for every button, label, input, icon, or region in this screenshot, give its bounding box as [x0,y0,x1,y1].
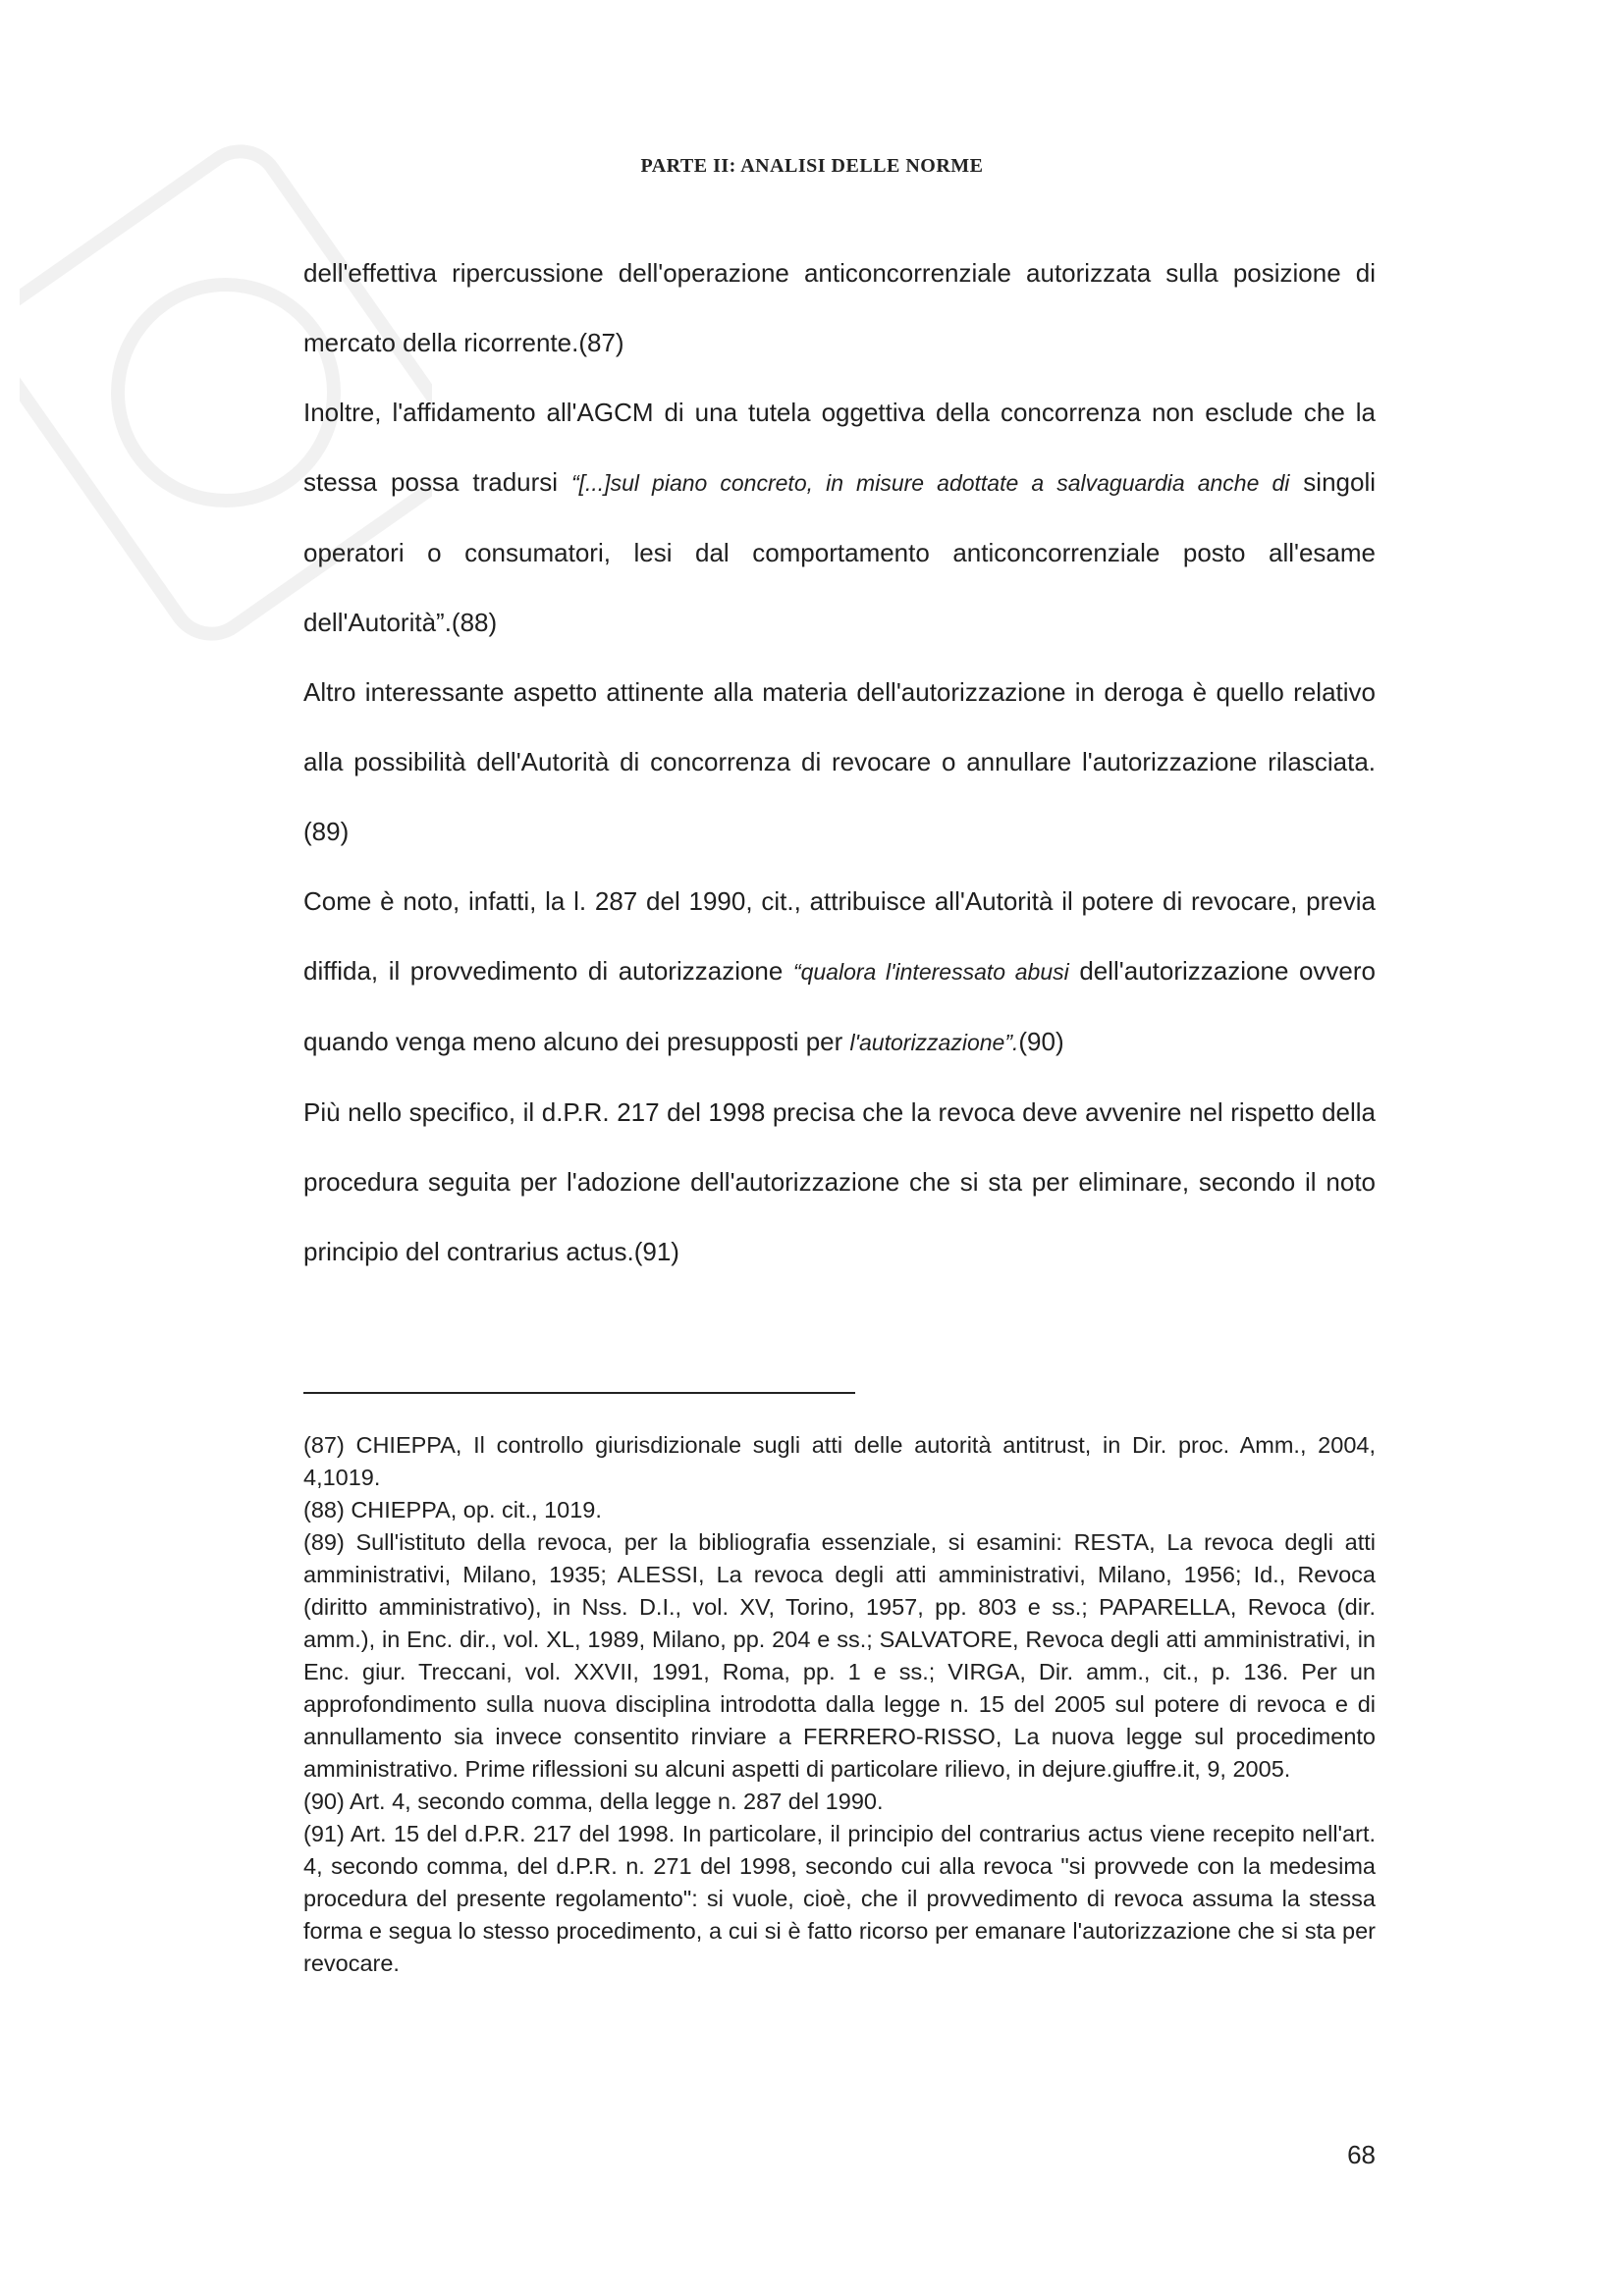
footnote-87: (87) CHIEPPA, Il controllo giurisdizionale sugli atti delle autorità antitrust, in Dir. proc. Amm., 2004, 4,1019. [303,1432,1376,1490]
footnote-88: (88) CHIEPPA, op. cit., 1019. [303,1497,602,1522]
paragraph-5: Più nello specifico, il d.P.R. 217 del 1998 precisa che la revoca deve avvenire nel rispetto della procedura seguita per l'adozione dell'autorizzazione che si sta per eliminare, secondo il noto principio del contrarius actus.(91) [303,1097,1376,1266]
footnote-separator [303,1392,855,1394]
paragraph-4-text-b: dell'autorizzazione ovvero quando venga meno alcuno dei presupposti per [303,956,1377,1056]
footnote-89: (89) Sull'istituto della revoca, per la bibliografia essenziale, si esamini: RESTA, La revoca degli atti amministrativi, Milano, 1935; ALESSI, La revoca degli atti amministrativi, Milano, 1956; Id., Revoca (diritto amministrativo), in Nss. D.I., vol. XV, Torino, 1957, pp. 803 e ss.; PAPARELLA, Revoca (dir. amm.), in Enc. dir., vol. XL, 1989, Milano, pp. 204 e ss.; SALVATORE, Revoca degli atti amministrativi, in Enc. giur. Treccani, vol. XXVII, 1991, Roma, pp. 1 e ss.; VIRGA, Dir. amm., cit., p. 136. Per un approfondimento sulla nuova disciplina introdotta dalla legge n. 15 del 2005 sul potere di revoca e di annullamento sia invece consentito rinviare a FERRERO-RISSO, La nuova legge sul procedimento amministrativo. Prime riflessioni su alcuni aspetti di particolare rilievo, in dejure.giuffre.it, 9, 2005. [303,1529,1376,1782]
paragraph-4-quote-1: “qualora l'interessato abusi [792,959,1069,985]
paragraph-3: Altro interessante aspetto attinente alla materia dell'autorizzazione in deroga è quello relativo alla possibilità dell'Autorità di concorrenza di revocare o annullare l'autorizzazione rilasciata.(89) [303,677,1376,846]
page-header: PARTE II: ANALISI DELLE NORME [640,155,984,177]
paragraph-1: dell'effettiva ripercussione dell'operazione anticoncorrenziale autorizzata sulla posizione di mercato della ricorrente.(87) [303,258,1376,357]
paragraph-4 [303,867,1376,1078]
paragraph-4-text-a: Come è noto, infatti, la l. 287 del 1990, cit., attribuisce all'Autorità il potere di revocare, previa diffida, il provvedimento di autorizzazione [303,886,1376,986]
footnote-90: (90) Art. 4, secondo comma, della legge n. 287 del 1990. [303,1789,884,1814]
paragraph-4-text-c: (90) [1018,1027,1064,1056]
footnotes [303,1429,1376,1980]
paragraph-2-text-a: Inoltre, l'affidamento all'AGCM di una tutela oggettiva della concorrenza non esclude che la stessa possa tradursi [303,398,1376,497]
paragraph-2 [303,378,1376,658]
paragraph-2-text-b: singoli operatori o consumatori, lesi dal comportamento anticoncorrenziale posto all'esame dell'Autorità”.(88) [303,467,1376,637]
main-text [303,239,1376,1287]
page-number: 68 [1347,2140,1376,2169]
paragraph-2-quote: “[...]sul piano concreto, in misure adottate a salvaguardia anche di [570,470,1290,496]
footnote-91: (91) Art. 15 del d.P.R. 217 del 1998. In particolare, il principio del contrarius actus viene recepito nell'art. 4, secondo comma, del d.P.R. n. 271 del 1998, secondo cui alla revoca "si provvede con la medesima procedura del presente regolamento": si vuole, cioè, che il provvedimento di revoca assuma la stessa forma e segua lo stesso procedimento, a cui si è fatto ricorso per emanare l'autorizzazione che si sta per revocare. [303,1821,1376,1976]
paragraph-4-quote-2: l'autorizzazione”. [849,1030,1019,1055]
